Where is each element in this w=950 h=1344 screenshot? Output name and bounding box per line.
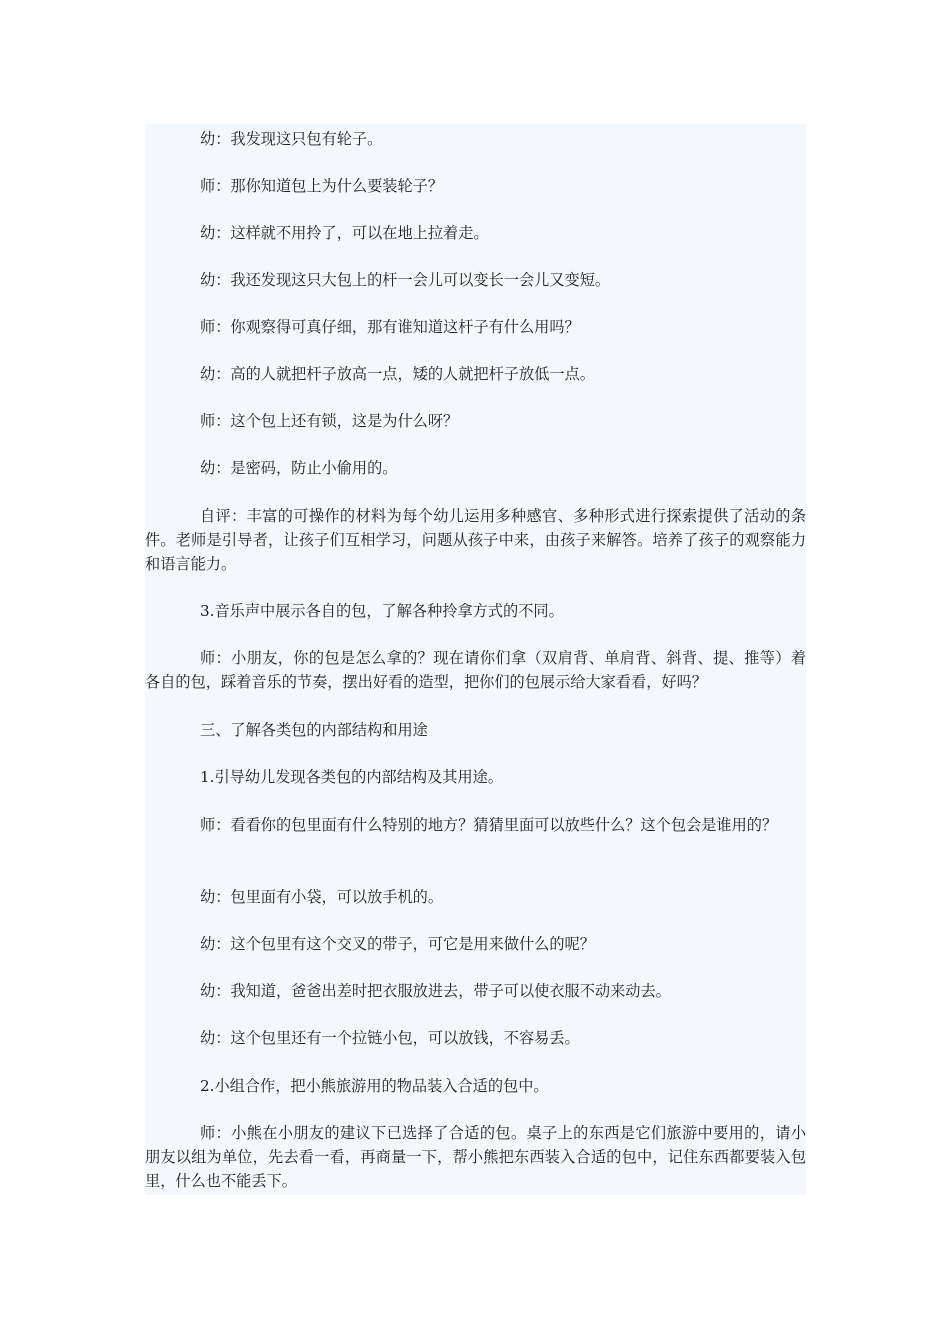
- paragraph-teacher-handle-use: 师：你观察得可真仔细，那有谁知道这杆子有什么用吗？: [200, 318, 580, 336]
- paragraph-teacher-why-wheels: 师：那你知道包上为什么要装轮子？: [200, 177, 443, 195]
- paragraph-child-straps: 幼：这个包里有这个交叉的带子，可它是用来做什么的呢？: [200, 935, 595, 953]
- paragraph-teacher-lock: 师：这个包上还有锁，这是为什么呀？: [200, 412, 459, 430]
- section-heading-three: 三、了解各类包的内部结构和用途: [200, 721, 428, 739]
- paragraph-child-wheels: 幼：我发现这只包有轮子。: [200, 130, 383, 148]
- section-step-1: 1.引导幼儿发现各类包的内部结构及其用途。: [200, 768, 504, 786]
- paragraph-child-pull: 幼：这样就不用拎了，可以在地上拉着走。: [200, 224, 489, 242]
- paragraph-self-review: 自评：丰富的可操作的材料为每个幼儿运用多种感官、多种形式进行探索提供了活动的条件。老师是引导者，让孩子们互相学习，问题从孩子中来，由孩子来解答。培养了孩子的观察能力和语言能力。: [145, 507, 806, 573]
- section-step-2: 2.小组合作，把小熊旅游用的物品装入合适的包中。: [200, 1077, 549, 1095]
- paragraph-teacher-show-bags: 师：小朋友，你的包是怎么拿的？现在请你们拿（双肩背、单肩背、斜背、提、推等）着各自的包，踩着音乐的节奏，摆出好看的造型，把你们的包展示给大家看看，好吗？: [145, 649, 806, 691]
- lesson-content-block: [145, 124, 806, 1195]
- paragraph-child-clothes: 幼：我知道，爸爸出差时把衣服放进去，带子可以使衣服不动来动去。: [200, 982, 671, 1000]
- paragraph-teacher-bear-travel: 师：小熊在小朋友的建议下已选择了合适的包。桌子上的东西是它们旅游中要用的，请小朋友以组为单位，先去看一看，再商量一下，帮小熊把东西装入合适的包中，记住东西都要装入包里，什么也不能丢下。: [145, 1124, 806, 1190]
- section-step-3: 3.音乐声中展示各自的包，了解各种拎拿方式的不同。: [200, 602, 564, 620]
- paragraph-child-zipper: 幼：这个包里还有一个拉链小包，可以放钱，不容易丢。: [200, 1029, 580, 1047]
- paragraph-child-handle: 幼：我还发现这只大包上的杆一会儿可以变长一会儿又变短。: [200, 271, 611, 289]
- paragraph-child-pocket: 幼：包里面有小袋，可以放手机的。: [200, 888, 443, 906]
- paragraph-child-password: 幼：是密码，防止小偷用的。: [200, 459, 398, 477]
- paragraph-teacher-inside: 师：看看你的包里面有什么特别的地方？猜猜里面可以放些什么？这个包会是谁用的？: [200, 816, 778, 834]
- paragraph-child-height: 幼：高的人就把杆子放高一点，矮的人就把杆子放低一点。: [200, 365, 595, 383]
